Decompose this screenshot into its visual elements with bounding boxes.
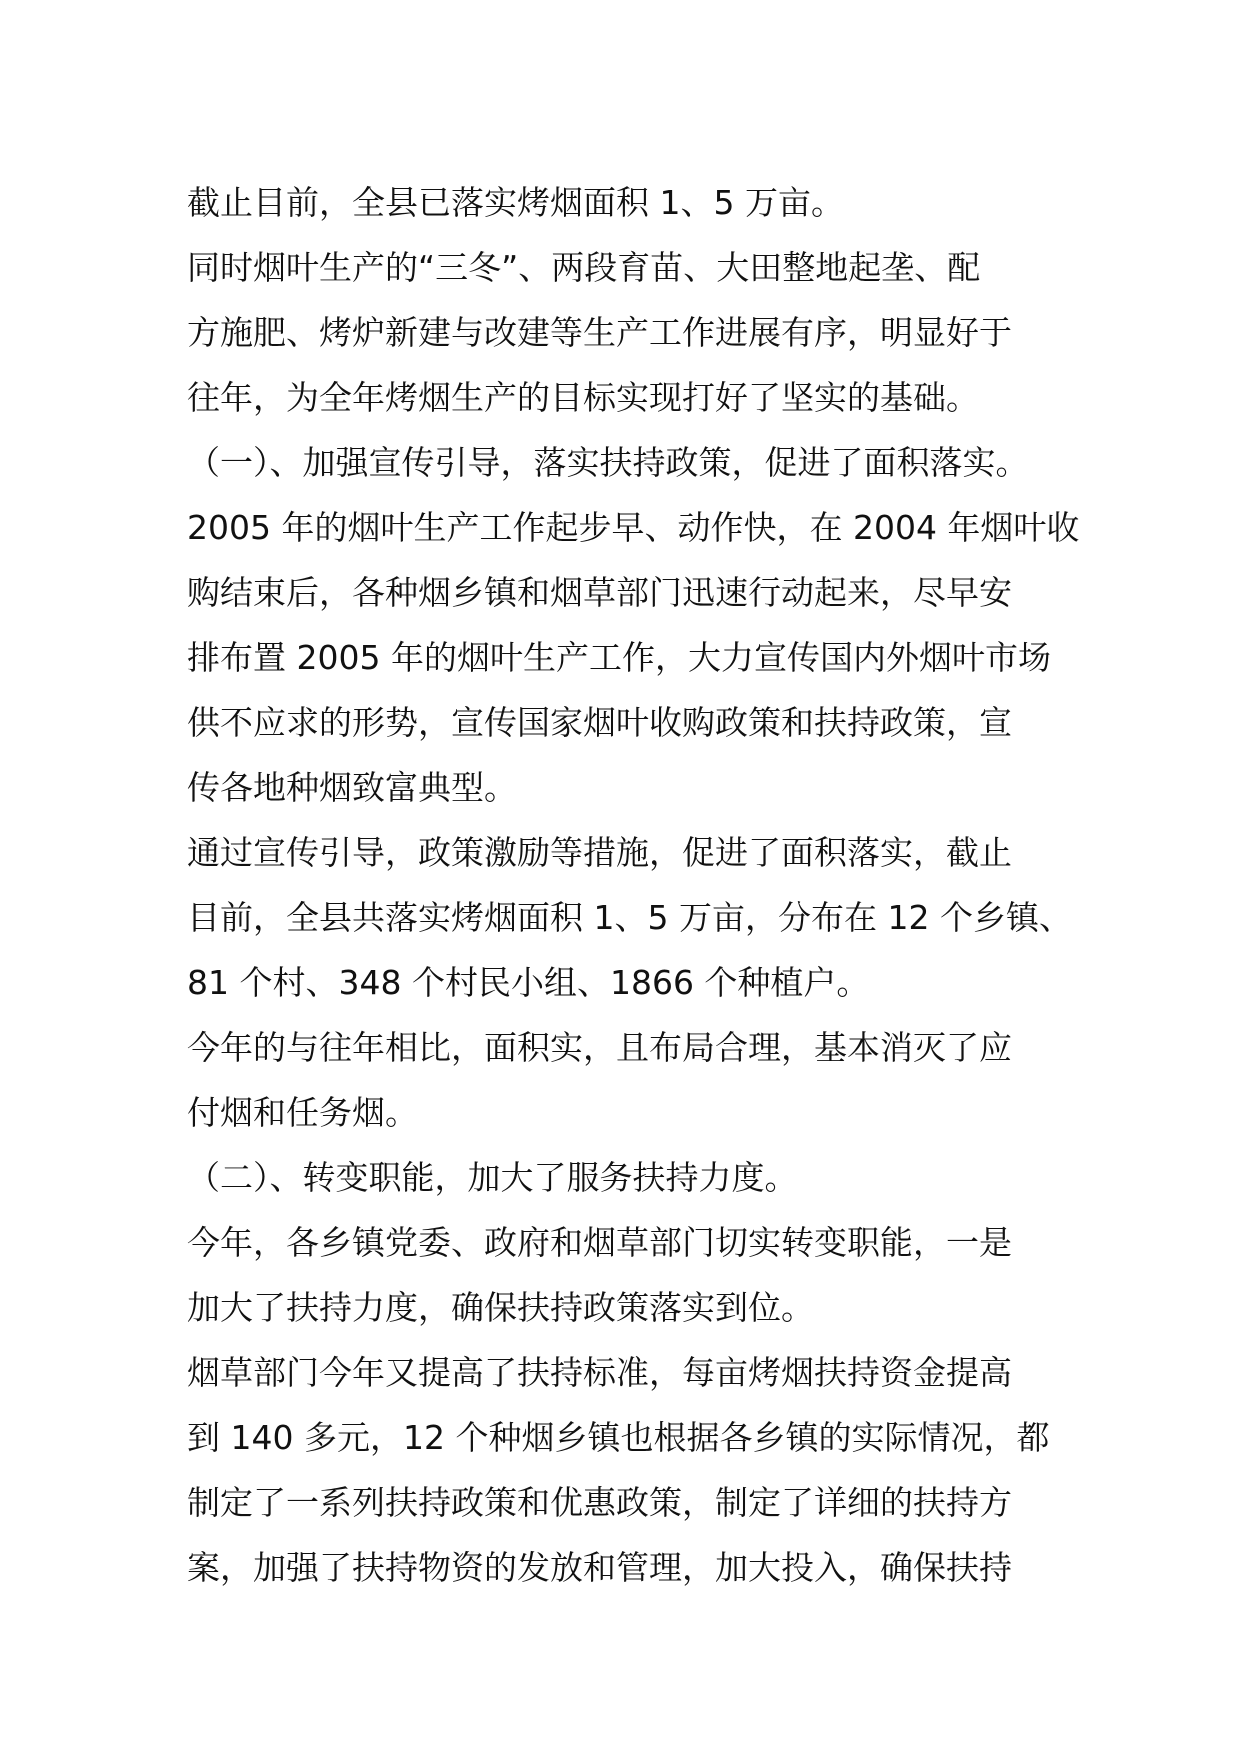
text-line: 同时烟叶生产的“三冬”、两段育苗、大田整地起垄、配 [187,248,981,287]
text-line: 付烟和任务烟。 [187,1093,418,1132]
text-line: 往年，为全年烤烟生产的目标实现打好了坚实的基础。 [187,378,979,417]
text-line: 到 140 多元，12 个种烟乡镇也根据各乡镇的实际情况，都 [187,1418,1050,1457]
text-line: 加大了扶持力度，确保扶持政策落实到位。 [187,1288,814,1327]
text-line: 制定了一系列扶持政策和优惠政策，制定了详细的扶持方 [187,1483,1012,1522]
section-heading-line: （二）、转变职能，加大了服务扶持力度。 [187,1158,798,1197]
text-line: 2005 年的烟叶生产工作起步早、动作快，在 2004 年烟叶收 [187,508,1080,547]
text-line: 案，加强了扶持物资的发放和管理，加大投入，确保扶持 [187,1548,1012,1587]
text-line: 通过宣传引导，政策激励等措施，促进了面积落实，截止 [187,833,1012,872]
text-line: 购结束后，各种烟乡镇和烟草部门迅速行动起来，尽早安 [187,573,1012,612]
text-line: 81 个村、348 个村民小组、1866 个种植户。 [187,963,870,1002]
text-line: 传各地种烟致富典型。 [187,768,517,807]
document-body [187,170,1080,1600]
text-line: 今年，各乡镇党委、政府和烟草部门切实转变职能，一是 [187,1223,1012,1262]
text-line: 烟草部门今年又提高了扶持标准，每亩烤烟扶持资金提高 [187,1353,1012,1392]
text-line: 截止目前，全县已落实烤烟面积 1、5 万亩。 [187,183,844,222]
section-heading-line: （一）、加强宣传引导，落实扶持政策，促进了面积落实。 [187,443,1029,482]
text-line: 排布置 2005 年的烟叶生产工作，大力宣传国内外烟叶市场 [187,638,1051,677]
text-line: 目前，全县共落实烤烟面积 1、5 万亩，分布在 12 个乡镇、 [187,898,1072,937]
text-line: 今年的与往年相比，面积实，且布局合理，基本消灭了应 [187,1028,1012,1067]
text-line: 供不应求的形势，宣传国家烟叶收购政策和扶持政策，宣 [187,703,1012,742]
text-line: 方施肥、烤炉新建与改建等生产工作进展有序，明显好于 [187,313,1012,352]
